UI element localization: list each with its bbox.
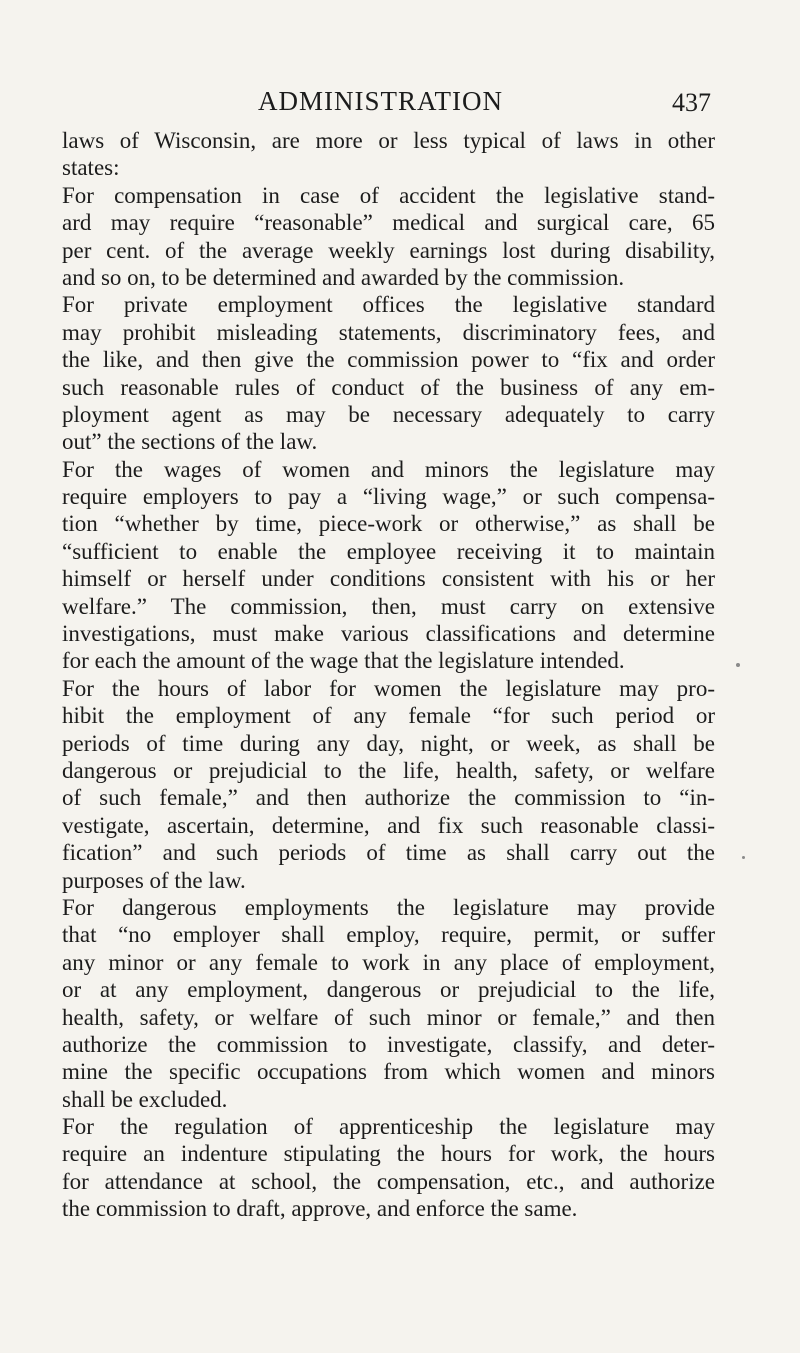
text-line: shall be excluded. (62, 1086, 228, 1112)
text-line: For the regulation of apprenticeship the legislature may (62, 1114, 715, 1140)
text-line: mine the specific occupations from which women and minors (62, 1059, 715, 1085)
text-line: purposes of the law. (62, 867, 246, 893)
paper-speck (742, 856, 745, 859)
text-line: For the hours of labor for women the legislature may pro- (62, 675, 715, 701)
running-head (0, 86, 800, 116)
text-line: and so on, to be determined and awarded by the commission. (62, 264, 625, 290)
text-line: health, safety, or welfare of such minor or female,” and then (62, 1004, 715, 1030)
text-line: ard may require “reasonable” medical and surgical care, 65 (62, 210, 715, 236)
text-line: For compensation in case of accident the legislative stand- (62, 182, 715, 208)
text-line: For private employment offices the legislative standard (62, 292, 715, 318)
text-line: for attendance at school, the compensation, etc., and authorize (62, 1168, 715, 1194)
text-line: periods of time during any day, night, or week, as shall be (62, 730, 715, 756)
text-line: or at any employment, dangerous or prejudicial to the life, (62, 977, 715, 1003)
text-line: tion “whether by time, piece-work or otherwise,” as shall be (62, 511, 715, 537)
text-line: laws of Wisconsin, are more or less typical of laws in other (62, 128, 715, 153)
text-line: fication” and such periods of time as shall carry out the (62, 840, 715, 866)
chapter-title: ADMINISTRATION (258, 86, 503, 116)
text-line: such reasonable rules of conduct of the business of any em- (62, 374, 715, 400)
text-line: For the wages of women and minors the legislature may (62, 456, 715, 482)
text-line: welfare.” The commission, then, must carry on extensive (62, 593, 715, 619)
text-line: ployment agent as may be necessary adequately to carry (62, 401, 715, 427)
text-line: hibit the employment of any female “for such period or (62, 703, 715, 729)
text-line: that “no employer shall employ, require, permit, or suffer (62, 922, 715, 948)
text-line: may prohibit misleading statements, discriminatory fees, and (62, 319, 715, 345)
text-line: For dangerous employments the legislature may provide (62, 894, 715, 920)
text-line: investigations, must make various classifications and determine (62, 621, 715, 647)
paper-speck (736, 663, 740, 667)
text-line: vestigate, ascertain, determine, and fix such reasonable classi- (62, 812, 715, 838)
text-line: of such female,” and then authorize the commission to “in- (62, 785, 715, 811)
text-line: per cent. of the average weekly earnings lost during disability, (62, 237, 715, 263)
text-line: for each the amount of the wage that the legislature intended. (62, 648, 625, 674)
text-line: any minor or any female to work in any place of employment, (62, 949, 715, 975)
text-line: states: (62, 155, 120, 181)
text-line: out” the sections of the law. (62, 429, 318, 455)
text-line: authorize the commission to investigate, classify, and deter- (62, 1031, 715, 1057)
page-number: 437 (672, 88, 711, 117)
text-line: the like, and then give the commission power to “fix and order (62, 347, 715, 373)
text-line: require an indenture stipulating the hours for work, the hours (62, 1141, 715, 1167)
text-line: “sufficient to enable the employee receiving it to maintain (62, 538, 715, 564)
text-line: require employers to pay a “living wage,” or such compensa- (62, 484, 715, 510)
text-line: himself or herself under conditions consistent with his or her (62, 566, 715, 592)
text-line: the commission to draft, approve, and enforce the same. (62, 1196, 578, 1222)
body-text (62, 127, 715, 1223)
text-line: dangerous or prejudicial to the life, health, safety, or welfare (62, 757, 715, 783)
